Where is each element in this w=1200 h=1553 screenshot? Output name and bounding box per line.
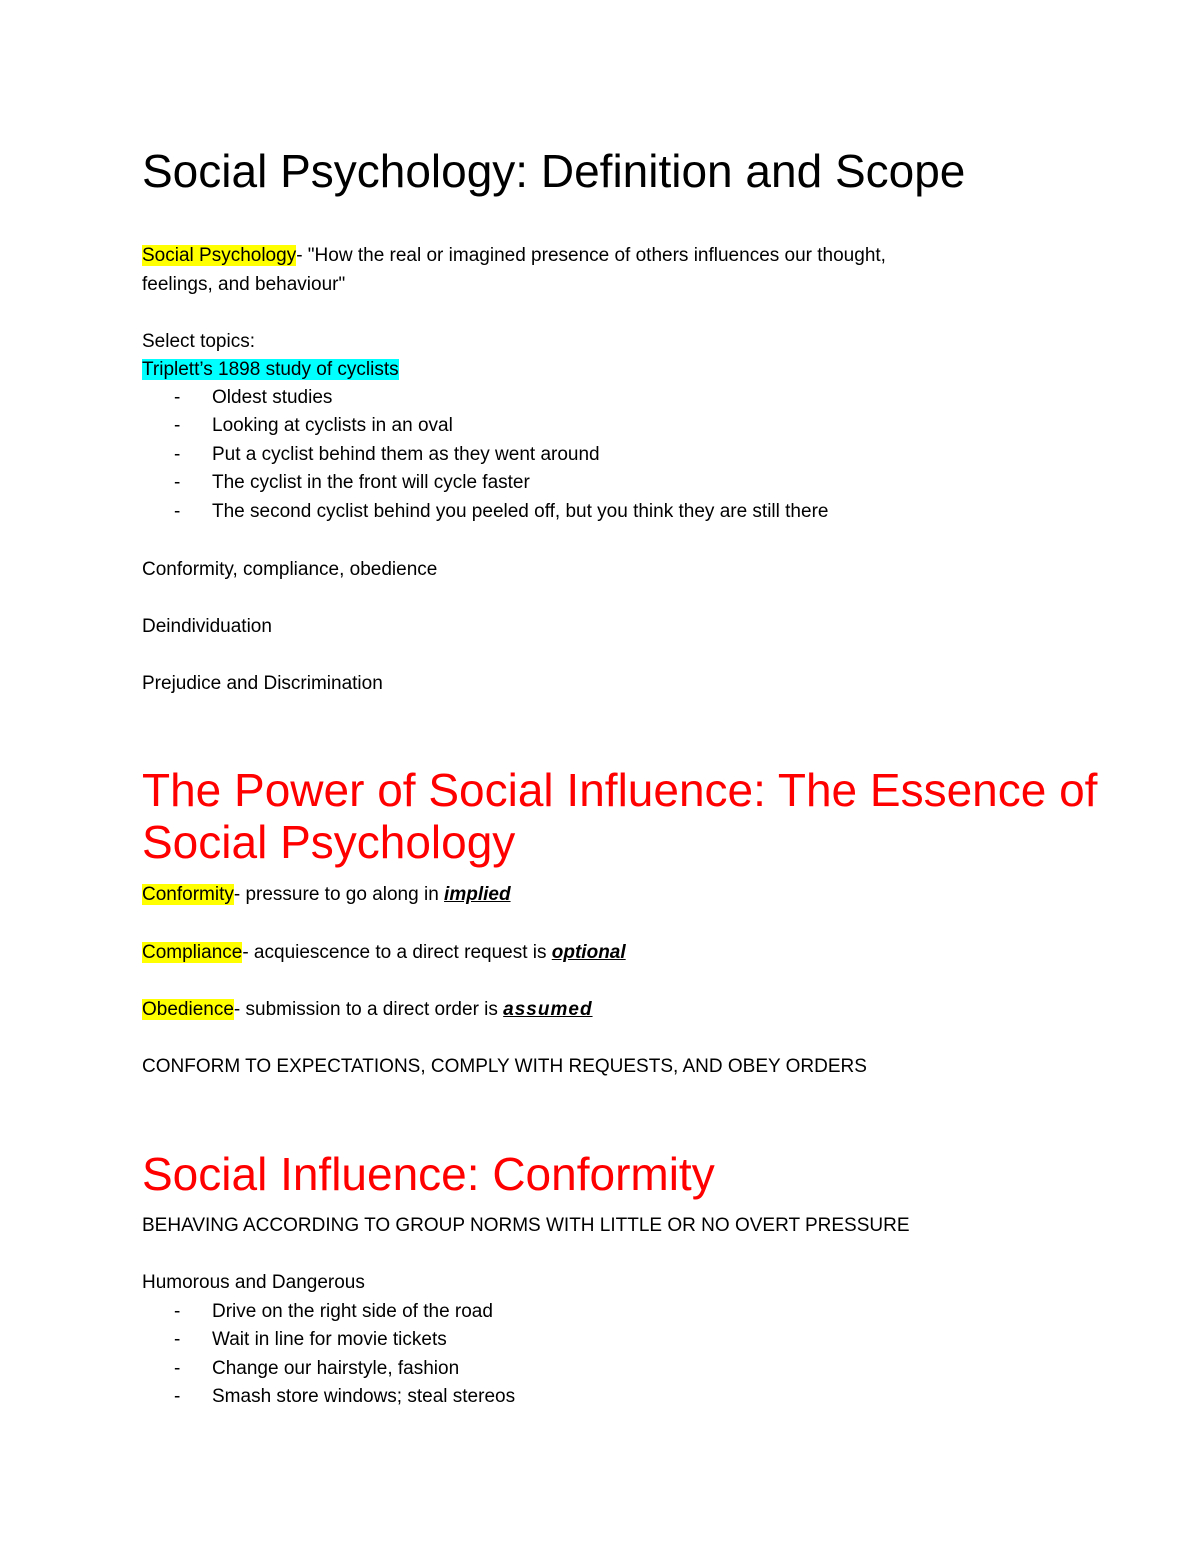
section-heading-social-influence-line2: Social Psychology: [142, 816, 516, 868]
topic-deindividuation: Deindividuation: [142, 616, 272, 637]
definition-term: Social Psychology: [142, 245, 297, 266]
list-item: - Looking at cyclists in an oval: [174, 415, 453, 437]
list-item: - Wait in line for movie tickets: [174, 1329, 447, 1351]
definition-line-2: feelings, and behaviour": [142, 274, 346, 295]
triplett-heading: Triplett’s 1898 study of cyclists: [142, 359, 399, 380]
section3-list-label: Humorous and Dangerous: [142, 1272, 365, 1293]
definition-line-1: [142, 242, 886, 270]
list-item: - The cyclist in the front will cycle faster: [174, 472, 530, 494]
section-heading-social-influence: The Power of Social Influence: The Essence of: [142, 764, 1098, 816]
page-title: Social Psychology: Definition and Scope: [142, 145, 966, 197]
definition-text: - "How the real or imagined presence of others influences our thought,: [296, 245, 886, 266]
list-item: - Smash store windows; steal stereos: [174, 1386, 516, 1408]
list-item: - The second cyclist behind you peeled off, but you think they are still there: [174, 500, 829, 522]
topic-conformity: Conformity, compliance, obedience: [142, 559, 438, 580]
topic-prejudice: Prejudice and Discrimination: [142, 673, 383, 694]
select-topics-label: Select topics:: [142, 331, 255, 352]
list-item: - Put a cyclist behind them as they went around: [174, 443, 600, 465]
list-item: - Change our hairstyle, fashion: [174, 1357, 460, 1379]
triplett-bullet-list: [142, 384, 828, 526]
list-item: - Drive on the right side of the road: [174, 1301, 493, 1322]
def-compliance: Compliance- acquiescence to a direct request is optional: [142, 942, 626, 963]
section-heading-conformity: Social Influence: Conformity: [142, 1148, 715, 1200]
list-item: - Oldest studies: [174, 387, 333, 408]
def-obedience: Obedience- submission to a direct order is assumed: [142, 999, 593, 1020]
section3-subheading: BEHAVING ACCORDING TO GROUP NORMS WITH LITTLE OR NO OVERT PRESSURE: [142, 1215, 910, 1236]
section2-summary: CONFORM TO EXPECTATIONS, COMPLY WITH REQUESTS, AND OBEY ORDERS: [142, 1056, 867, 1077]
conformity-bullet-list: [142, 1298, 515, 1412]
def-conformity: Conformity- pressure to go along in implied: [142, 884, 511, 905]
